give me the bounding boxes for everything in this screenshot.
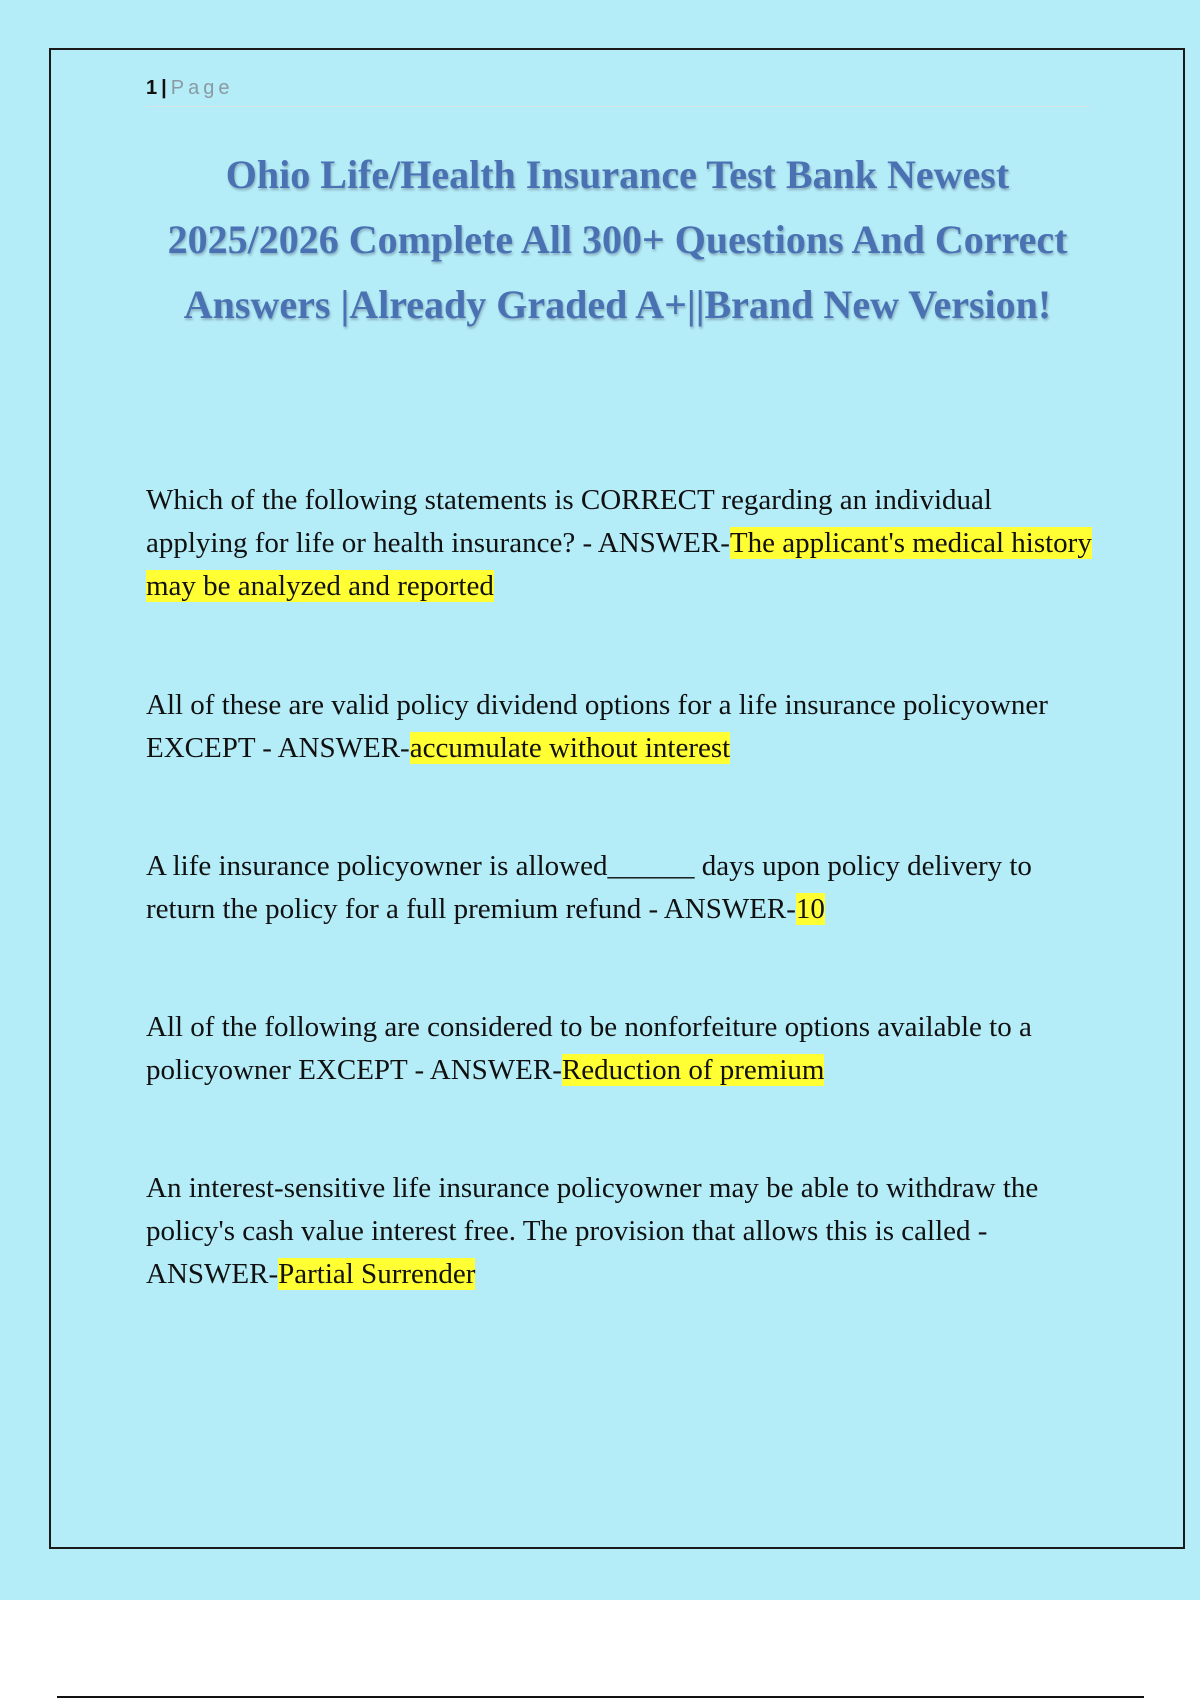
question-text: All of the following are considered to be nonforfeiture options available to a policyowner EXCEPT - ANSWER- — [146, 1011, 1032, 1086]
page-number: 1 — [146, 77, 158, 99]
question-item — [146, 1006, 1096, 1092]
bottom-divider — [57, 1696, 1144, 1698]
answer-highlight: Partial Surrender — [278, 1258, 476, 1290]
answer-highlight: Reduction of premium — [561, 1054, 825, 1086]
question-text: All of these are valid policy dividend options for a life insurance policyowner EXCEPT - ANSWER- — [146, 689, 1048, 764]
question-item — [146, 1167, 1096, 1296]
question-text: A life insurance policyowner is allowed______ days upon policy delivery to return the policy for a full premium refund - ANSWER- — [146, 850, 1032, 925]
page-separator: | — [161, 77, 167, 99]
answer-highlight: accumulate without interest — [409, 732, 731, 764]
question-item — [146, 479, 1096, 608]
page-label: Page — [170, 77, 234, 99]
question-item — [146, 684, 1096, 770]
answer-highlight: The applicant's medical history may be analyzed and reported — [146, 527, 1092, 602]
document-title: Ohio Life/Health Insurance Test Bank Newest 2025/2026 Complete All 300+ Questions And Correct Answers |Already Graded A+||Brand New Version! — [167, 152, 1068, 327]
question-text: An interest-sensitive life insurance policyowner may be able to withdraw the policy's cash value interest free. The provision that allows this is called - ANSWER- — [146, 1172, 1039, 1290]
page-header — [146, 74, 1090, 107]
question-item — [146, 845, 1096, 931]
answer-highlight: 10 — [795, 893, 825, 925]
question-text: Which of the following statements is CORRECT regarding an individual applying for life or health insurance? - ANSWER- — [146, 484, 992, 559]
